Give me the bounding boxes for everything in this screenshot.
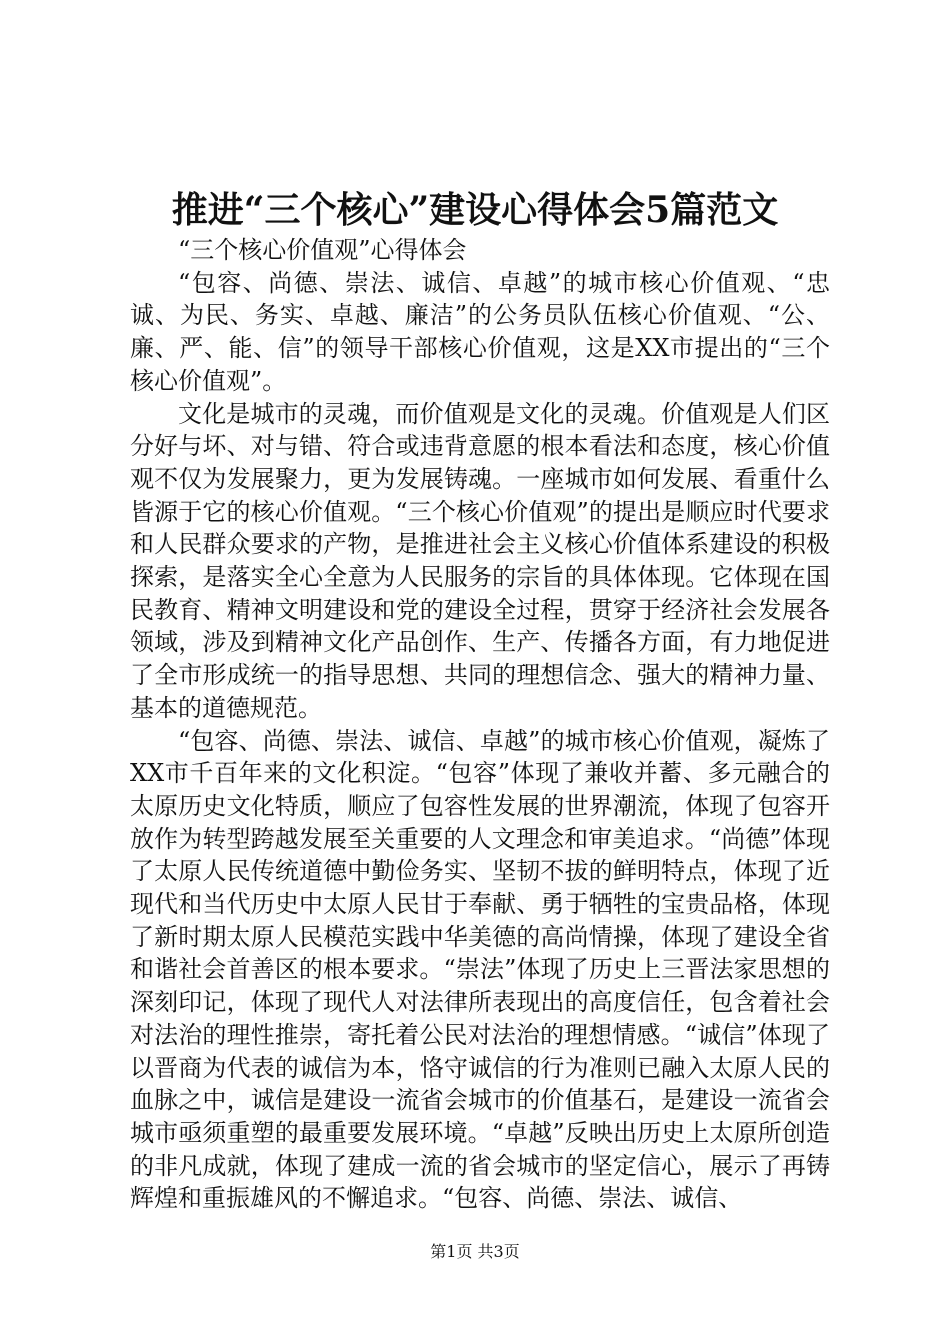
document-body [130,234,830,1215]
body-paragraph: 文化是城市的灵魂，而价值观是文化的灵魂。价值观是人们区分好与坏、对与错、符合或违背意愿的根本看法和态度，核心价值观不仅为发展聚力，更为发展铸魂。一座城市如何发展、看重什么皆源于它的核心价值观。“三个核心价值观”的提出是顺应时代要求和人民群众要求的产物，是推进社会主义核心价值体系建设的积极探索，是落实全心全意为人民服务的宗旨的具体体现。它体现在国民教育、精神文明建设和党的建设全过程，贯穿于经济社会发展各领域，涉及到精神文化产品创作、生产、传播各方面，有力地促进了全市形成统一的指导思想、共同的理想信念、强大的精神力量、基本的道德规范。 [130,399,830,722]
page-number-footer: 第1页 共3页 [430,1242,520,1261]
document-title: 推进“三个核心”建设心得体会5篇范文 [171,189,779,231]
body-paragraph: “包容、尚德、崇法、诚信、卓越”的城市核心价值观、“忠诚、为民、务实、卓越、廉洁”的公务员队伍核心价值观、“公、廉、严、能、信”的领导干部核心价值观，这是XX市提出的“三个核心价值观”。 [130,268,830,395]
subtitle-paragraph: “三个核心价值观”心得体会 [178,236,467,264]
body-paragraph: “包容、尚德、崇法、诚信、卓越”的城市核心价值观，凝炼了XX市千百年来的文化积淀。“包容”体现了兼收并蓄、多元融合的太原历史文化特质，顺应了包容性发展的世界潮流，体现了包容开放作为转型跨越发展至关重要的人文理念和审美追求。“尚德”体现了太原人民传统道德中勤俭务实、坚韧不拔的鲜明特点，体现了近现代和当代历史中太原人民甘于奉献、勇于牺牲的宝贵品格，体现了新时期太原人民模范实践中华美德的高尚情操，体现了建设全省和谐社会首善区的根本要求。“崇法”体现了历史上三晋法家思想的深刻印记，体现了现代人对法律所表现出的高度信任，包含着社会对法治的理性推崇，寄托着公民对法治的理想情感。“诚信”体现了以晋商为代表的诚信为本，恪守诚信的行为准则已融入太原人民的血脉之中，诚信是建设一流省会城市的价值基石，是建设一流省会城市亟须重塑的最重要发展环境。“卓越”反映出历史上太原所创造的非凡成就，体现了建成一流的省会城市的坚定信心，展示了再铸辉煌和重振雄风的不懈追求。“包容、尚德、崇法、诚信、 [130,726,830,1213]
